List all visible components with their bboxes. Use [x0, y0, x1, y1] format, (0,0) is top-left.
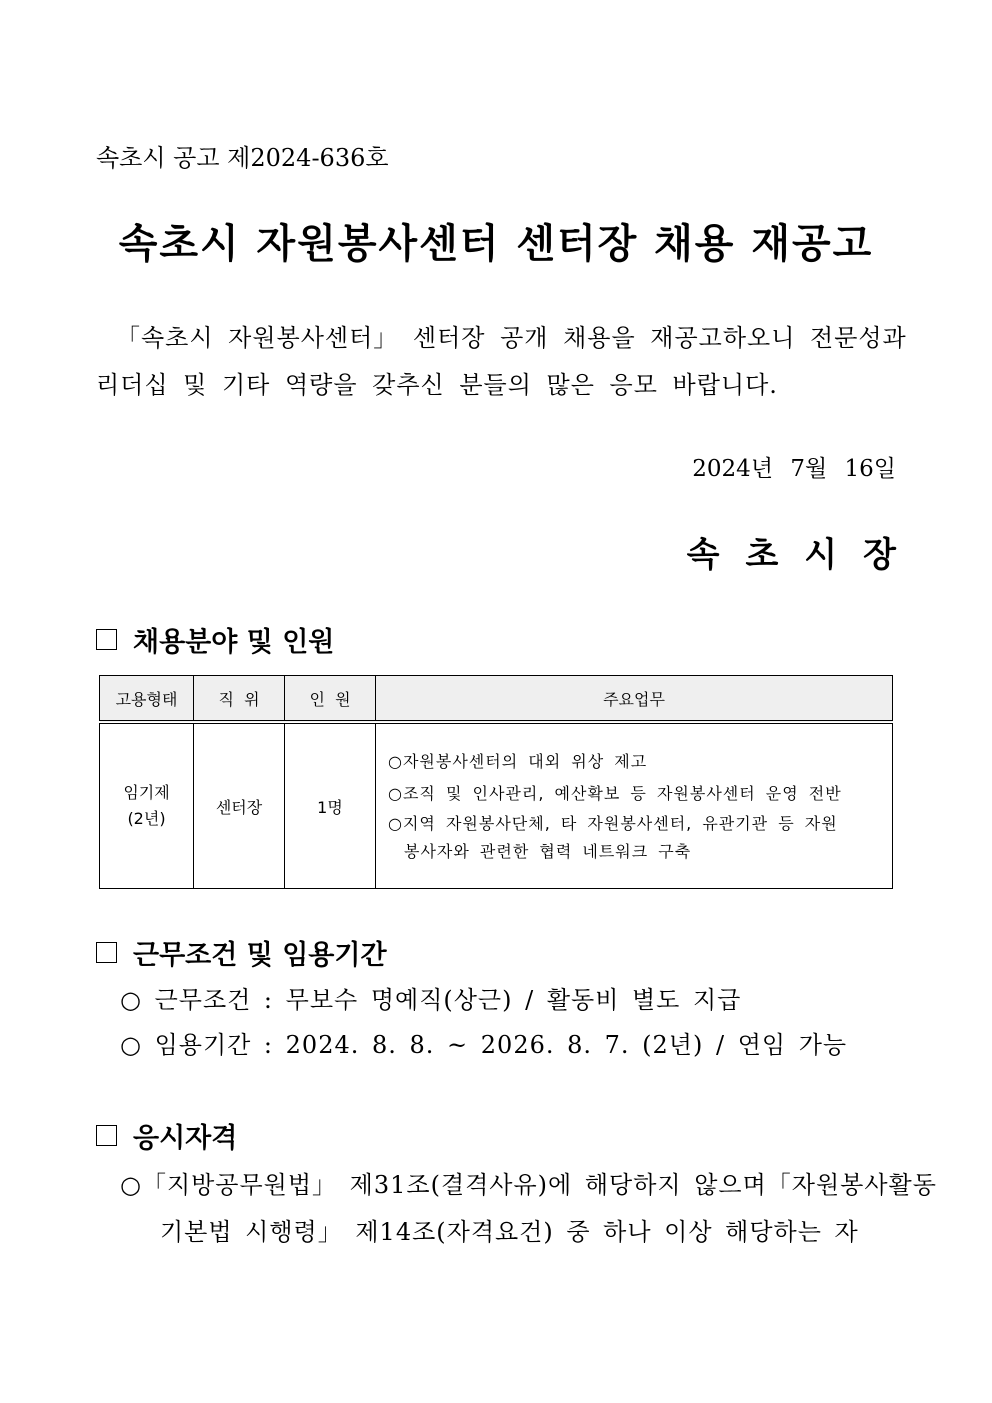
notice-number: 속초시 공고 제2024-636호 [96, 144, 389, 172]
duty-item: ○자원봉사센터의 대외 위상 제고 [388, 752, 648, 771]
qualification-item-continued: 기본법 시행령」 제14조(자격요건) 중 하나 이상 해당하는 자 [160, 1218, 859, 1246]
cell-position: 센터장 [194, 722, 285, 889]
intro-line-1: 「속초시 자원봉사센터」 센터장 공개 채용을 재공고하오니 전문성과 [116, 324, 907, 352]
checkbox-square-icon [96, 942, 117, 963]
intro-line-2: 리더십 및 기타 역량을 갖추신 분들의 많은 응모 바랍니다. [96, 371, 778, 399]
checkbox-square-icon [96, 1125, 117, 1146]
duty-item-continued: 봉사자와 관련한 협력 네트워크 구축 [404, 842, 692, 861]
recruitment-table [99, 675, 893, 889]
announcement-date: 2024년 7월 16일 [692, 456, 896, 482]
section-heading-label: 채용분야 및 인원 [133, 627, 335, 658]
section-heading-label: 근무조건 및 임용기간 [133, 940, 387, 971]
section-heading-qualifications [96, 1116, 237, 1155]
header-employment-type: 고용형태 [100, 676, 194, 723]
cell-duties [376, 722, 893, 889]
header-position: 직 위 [194, 676, 285, 723]
header-duties: 주요업무 [376, 676, 893, 723]
checkbox-square-icon [96, 629, 117, 650]
qualification-item: ○「지방공무원법」 제31조(결격사유)에 해당하지 않으며「자원봉사활동 [120, 1171, 937, 1199]
section-heading-conditions [96, 933, 387, 972]
cell-count: 1명 [285, 722, 376, 889]
table-row [100, 722, 893, 889]
duty-item: ○조직 및 인사관리, 예산확보 등 자원봉사센터 운영 전반 [388, 784, 842, 803]
section-heading-label: 응시자격 [133, 1123, 238, 1154]
condition-item-work: ○ 근무조건 : 무보수 명예직(상근) / 활동비 별도 지급 [120, 986, 742, 1014]
duty-item: ○지역 자원봉사단체, 타 자원봉사센터, 유관기관 등 자원 [388, 814, 838, 833]
cell-employment-type: 임기제 (2년) [100, 722, 194, 889]
section-heading-recruitment [96, 620, 334, 659]
condition-item-term: ○ 임용기간 : 2024. 8. 8. ~ 2026. 8. 7. (2년) / 연임 가능 [120, 1031, 848, 1059]
document-title: 속초시 자원봉사센터 센터장 채용 재공고 [118, 221, 874, 267]
header-count: 인 원 [285, 676, 376, 723]
table-header-row [100, 676, 893, 723]
signer-title: 속초시장 [686, 535, 922, 575]
